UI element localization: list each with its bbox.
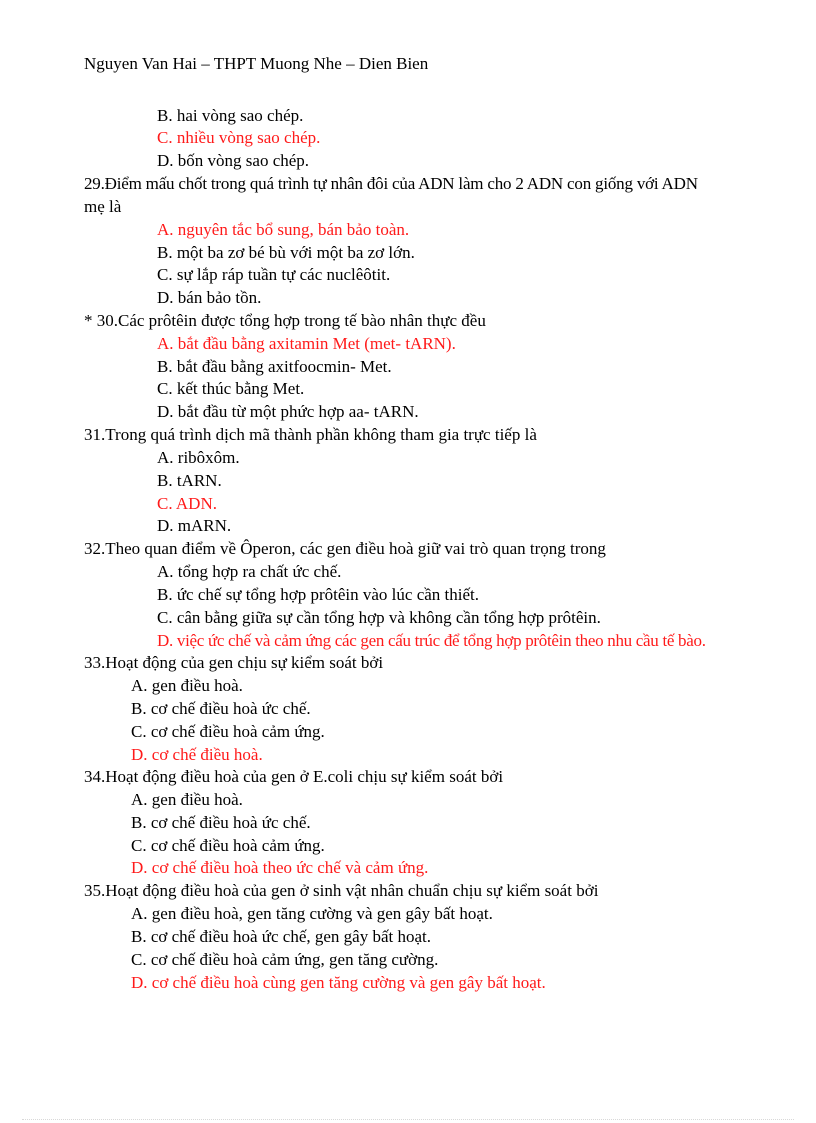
- question-34: 34.Hoạt động điều hoà của gen ở E.coli chịu sự kiểm soát bởi: [84, 767, 504, 786]
- question-31: 31.Trong quá trình dịch mã thành phần không tham gia trực tiếp là: [84, 425, 537, 444]
- option-b-q33: B. cơ chế điều hoà ức chế.: [131, 699, 311, 718]
- question-32: 32.Theo quan điểm về Ôperon, các gen điều hoà giữ vai trò quan trọng trong: [84, 539, 606, 558]
- option-b-q34: B. cơ chế điều hoà ức chế.: [131, 813, 311, 832]
- option-b-q31: B. tARN.: [157, 471, 222, 490]
- option-a-q31: A. ribôxôm.: [157, 448, 240, 467]
- answer-c-q28: C. nhiều vòng sao chép.: [157, 128, 321, 147]
- question-29: 29.Điểm mấu chốt trong quá trình tự nhân đôi của ADN làm cho 2 ADN con giống với ADN: [84, 174, 698, 193]
- option-c-q29: C. sự lắp ráp tuần tự các nuclêôtit.: [157, 265, 391, 284]
- option-a-q33: A. gen điều hoà.: [131, 676, 243, 695]
- option-a-q35: A. gen điều hoà, gen tăng cường và gen gây bất hoạt.: [131, 904, 493, 923]
- option-d-q30: D. bắt đầu từ một phức hợp aa- tARN.: [157, 402, 419, 421]
- option-b-q30: B. bắt đầu bằng axitfoocmin- Met.: [157, 357, 392, 376]
- answer-d-q32: D. việc ức chế và cảm ứng các gen cấu trúc để tổng hợp prôtêin theo nhu cầu tế bào.: [157, 631, 706, 650]
- page-header: Nguyen Van Hai – THPT Muong Nhe – Dien Bien: [84, 54, 429, 73]
- option-d-q31: D. mARN.: [157, 516, 232, 535]
- answer-a-q30: A. bắt đầu bằng axitamin Met (met- tARN).: [157, 334, 456, 353]
- option-d-q28: D. bốn vòng sao chép.: [157, 151, 310, 170]
- answer-c-q31: C. ADN.: [157, 494, 217, 513]
- question-30: * 30.Các prôtêin được tổng hợp trong tế bào nhân thực đều: [84, 311, 486, 330]
- page-bottom-rule: [22, 1119, 794, 1120]
- answer-d-q33: D. cơ chế điều hoà.: [131, 745, 263, 764]
- option-a-q34: A. gen điều hoà.: [131, 790, 243, 809]
- option-c-q32: C. cân bằng giữa sự cần tổng hợp và không cần tổng hợp prôtêin.: [157, 608, 601, 627]
- option-c-q30: C. kết thúc bằng Met.: [157, 379, 305, 398]
- option-c-q35: C. cơ chế điều hoà cảm ứng, gen tăng cường.: [131, 950, 439, 969]
- question-29-cont: mẹ là: [84, 197, 122, 216]
- option-c-q33: C. cơ chế điều hoà cảm ứng.: [131, 722, 325, 741]
- question-33: 33.Hoạt động của gen chịu sự kiểm soát bởi: [84, 653, 384, 672]
- option-b-q29: B. một ba zơ bé bù với một ba zơ lớn.: [157, 243, 415, 262]
- answer-d-q35: D. cơ chế điều hoà cùng gen tăng cường và gen gây bất hoạt.: [131, 973, 546, 992]
- option-b-q28: B. hai vòng sao chép.: [157, 106, 304, 125]
- question-35: 35.Hoạt động điều hoà của gen ở sinh vật nhân chuẩn chịu sự kiểm soát bởi: [84, 881, 599, 900]
- answer-d-q34: D. cơ chế điều hoà theo ức chế và cảm ứng.: [131, 858, 429, 877]
- option-b-q35: B. cơ chế điều hoà ức chế, gen gây bất hoạt.: [131, 927, 432, 946]
- option-d-q29: D. bán bảo tồn.: [157, 288, 262, 307]
- option-c-q34: C. cơ chế điều hoà cảm ứng.: [131, 836, 325, 855]
- option-a-q32: A. tổng hợp ra chất ức chế.: [157, 562, 342, 581]
- answer-a-q29: A. nguyên tắc bổ sung, bán bảo toàn.: [157, 220, 410, 239]
- option-b-q32: B. ức chế sự tổng hợp prôtêin vào lúc cần thiết.: [157, 585, 480, 604]
